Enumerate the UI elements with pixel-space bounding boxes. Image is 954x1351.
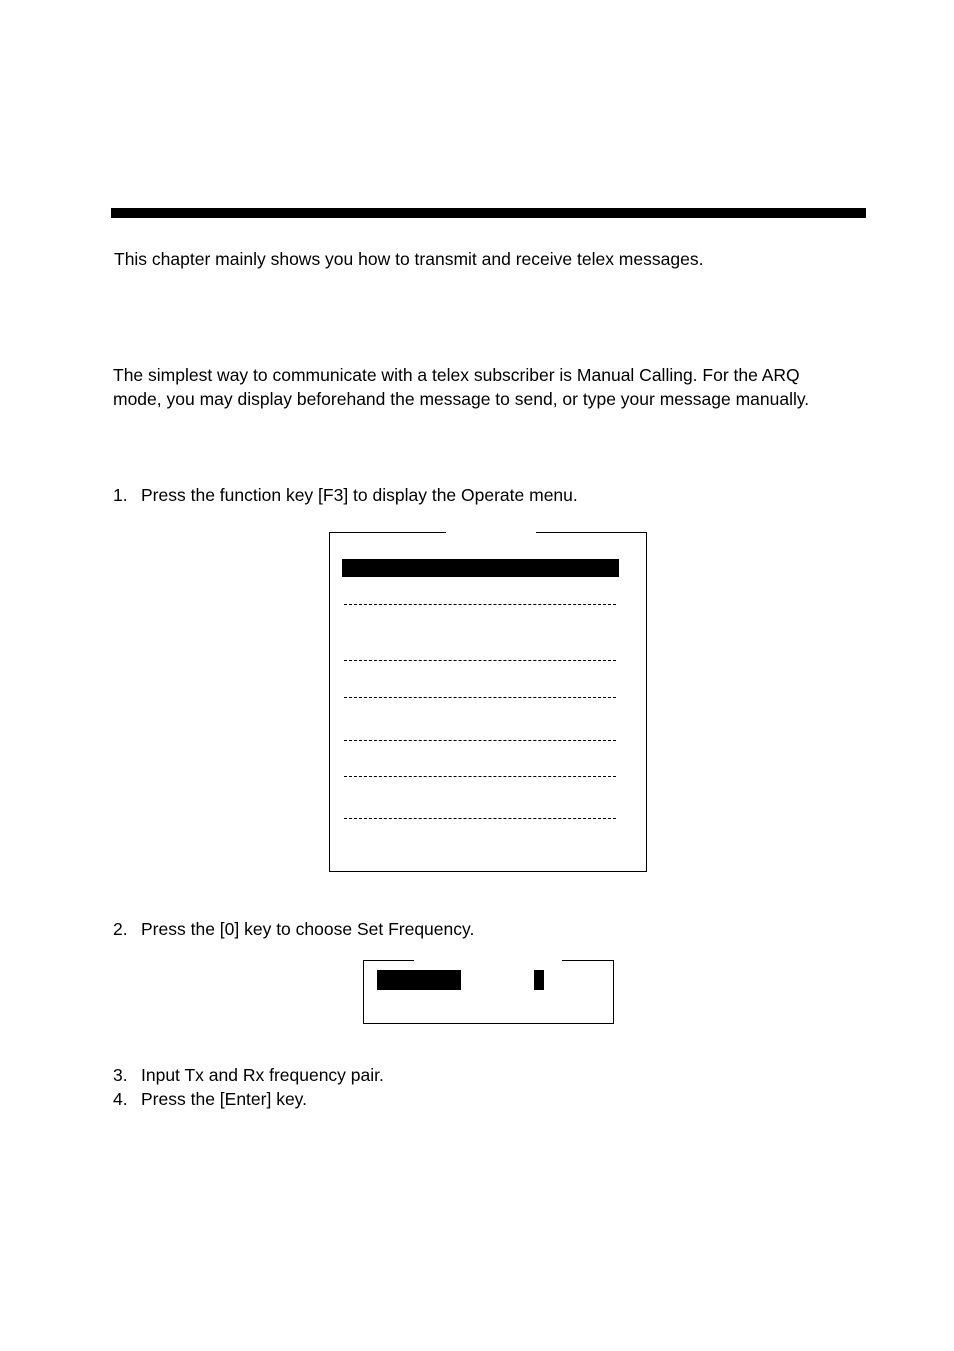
step-text: Input Tx and Rx frequency pair. <box>141 1065 384 1085</box>
menu-divider <box>344 660 616 661</box>
step-1 <box>113 483 578 507</box>
text-cursor <box>534 970 544 990</box>
menu-title-gap <box>446 531 536 535</box>
menu-divider <box>344 776 616 777</box>
step-number: 3. <box>113 1065 128 1085</box>
freq-highlight-bar <box>377 970 461 990</box>
step-2 <box>113 917 474 941</box>
menu-divider <box>344 818 616 819</box>
chapter-rule <box>111 208 866 218</box>
step-text: Press the [Enter] key. <box>141 1089 307 1109</box>
manual-calling-line-1: The simplest way to communicate with a telex subscriber is Manual Calling. For the ARQ <box>113 365 800 385</box>
intro-text: This chapter mainly shows you how to transmit and receive telex messages. <box>114 249 704 269</box>
menu-divider <box>344 604 616 605</box>
menu-highlight-bar <box>342 559 619 577</box>
step-text: Press the function key [F3] to display the Operate menu. <box>141 485 578 505</box>
step-3 <box>113 1063 384 1087</box>
menu-divider <box>344 740 616 741</box>
step-4 <box>113 1087 307 1111</box>
menu-divider <box>344 697 616 698</box>
operate-menu-screen <box>329 532 647 872</box>
step-text: Press the [0] key to choose Set Frequency. <box>141 919 475 939</box>
step-number: 2. <box>113 919 128 939</box>
freq-title-gap <box>414 959 562 963</box>
set-frequency-screen <box>363 960 614 1024</box>
manual-calling-line-2: mode, you may display beforehand the message to send, or type your message manually. <box>113 389 810 409</box>
step-number: 1. <box>113 485 128 505</box>
step-number: 4. <box>113 1089 128 1109</box>
